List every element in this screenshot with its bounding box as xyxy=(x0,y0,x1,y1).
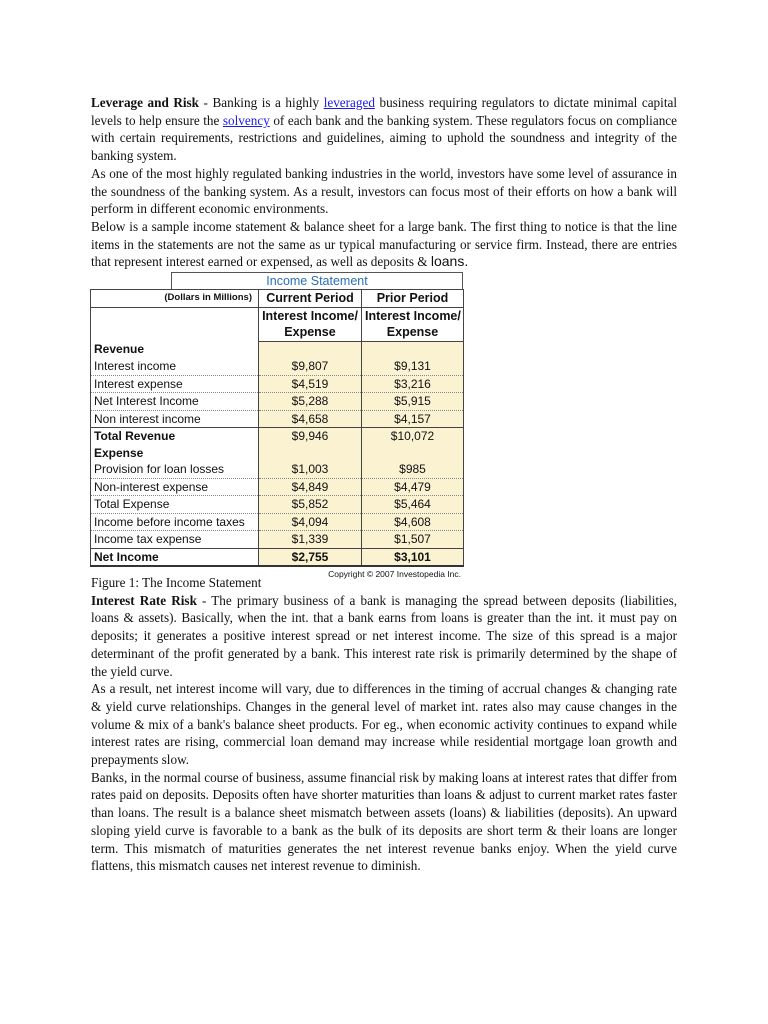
income-statement-table xyxy=(90,289,464,567)
current-period-header: Current Period xyxy=(259,290,362,308)
financial-risk-paragraph: Banks, in the normal course of business, assume financial risk by making loans at interest rates that differ from rates paid on deposits. Deposits often have shorter maturities than loans & adjust to current market rates faster than loans. The result is a balance sheet mismatch between assets (loans) & liabilities (deposits). An upward sloping yield curve is favorable to a bank as the bulk of its deposits are short term & their loans are longer term. This mismatch of maturities generates the net interest revenue banks enjoy. When the yield curve flattens, this mismatch causes net interest revenue to diminish. xyxy=(91,769,677,874)
subheader-row: Interest Income/ Interest Income/ xyxy=(91,307,464,324)
table-row: Income before income taxes $4,094 $4,608 xyxy=(91,513,464,531)
irr-heading: Interest Rate Risk xyxy=(91,592,197,608)
table-header-row xyxy=(91,290,464,308)
table-row: Total Expense $5,852 $5,464 xyxy=(91,496,464,514)
table-row: Non-interest expense $4,849 $4,479 xyxy=(91,478,464,496)
interest-rate-risk-paragraph: Interest Rate Risk - The primary business of a bank is managing the spread between deposits (liabilities, loans & assets). Basically, when the int. that a bank earns from loans is greater than the int. it must pay on deposits; it generates a positive interest spread or net interest income. The size of this spread is a major determinant of the profit generated by a bank. This interest rate risk is primarily determined by the shape of the yield curve. xyxy=(91,592,678,679)
leverage-heading: Leverage and Risk xyxy=(91,95,199,110)
assurance-paragraph: As one of the most highly regulated banking industries in the world, investors have some level of assurance in the soundness of the banking system. As a result, investors can focus most of their efforts on how a bank will perform in different economic environments. xyxy=(91,165,677,217)
table-row: Net Interest Income $5,288 $5,915 xyxy=(91,393,464,411)
intro-section xyxy=(91,94,677,271)
total-revenue-row: Total Revenue $9,946 $10,072 xyxy=(91,428,464,445)
net-income-row: Net Income $2,755 $3,101 xyxy=(91,548,464,566)
table-row: Non interest income $4,658 $4,157 xyxy=(91,410,464,428)
income-statement-figure xyxy=(90,272,463,579)
copyright-notice: Copyright © 2007 Investopedia Inc. xyxy=(328,569,461,579)
table-row: Interest income $9,807 $9,131 xyxy=(91,358,464,375)
leveraged-link[interactable]: leveraged xyxy=(323,95,375,110)
body-section xyxy=(91,574,677,875)
subheader-row: Expense Expense xyxy=(91,324,464,341)
leverage-paragraph: Leverage and Risk - Banking is a highly leveraged business requiring regulators to dictate minimal capital levels to help ensure the solvency of each bank and the banking system. These regulators focus on compliance with certain requirements, restrictions and guidelines, aiming to uphold the soundness and integrity of the banking system. xyxy=(91,95,677,164)
prior-period-header: Prior Period xyxy=(362,290,464,308)
sample-statement-paragraph: Below is a sample income statement & balance sheet for a large bank. The first thing to notice is that the line items in the statements are not the same as ur typical manufacturing or service firm. Instead, there are entries that represent interest earned or expensed, as well as deposits & loans. xyxy=(91,218,677,270)
table-row: Provision for loan losses $1,003 $985 xyxy=(91,461,464,478)
revenue-heading-row: Revenue xyxy=(91,341,464,358)
units-label: (Dollars in Millions) xyxy=(91,290,259,308)
expense-heading-row: Expense xyxy=(91,445,464,462)
statement-title: Income Statement xyxy=(171,272,463,289)
net-interest-paragraph: As a result, net interest income will vary, due to differences in the timing of accrual changes & changing rate & yield curve relationships. Changes in the general level of market int. rates also may cause changes in the volume & mix of a bank's balance sheet products. For eg., when economic activity continues to expand while interest rates are rising, commercial loan demand may increase while residential mortgage loan growth and prepayments slow. xyxy=(91,681,677,768)
figure-caption: Figure 1: The Income Statement xyxy=(91,575,262,590)
table-row: Income tax expense $1,339 $1,507 xyxy=(91,531,464,549)
table-row: Interest expense $4,519 $3,216 xyxy=(91,375,464,393)
solvency-link[interactable]: solvency xyxy=(222,112,270,128)
